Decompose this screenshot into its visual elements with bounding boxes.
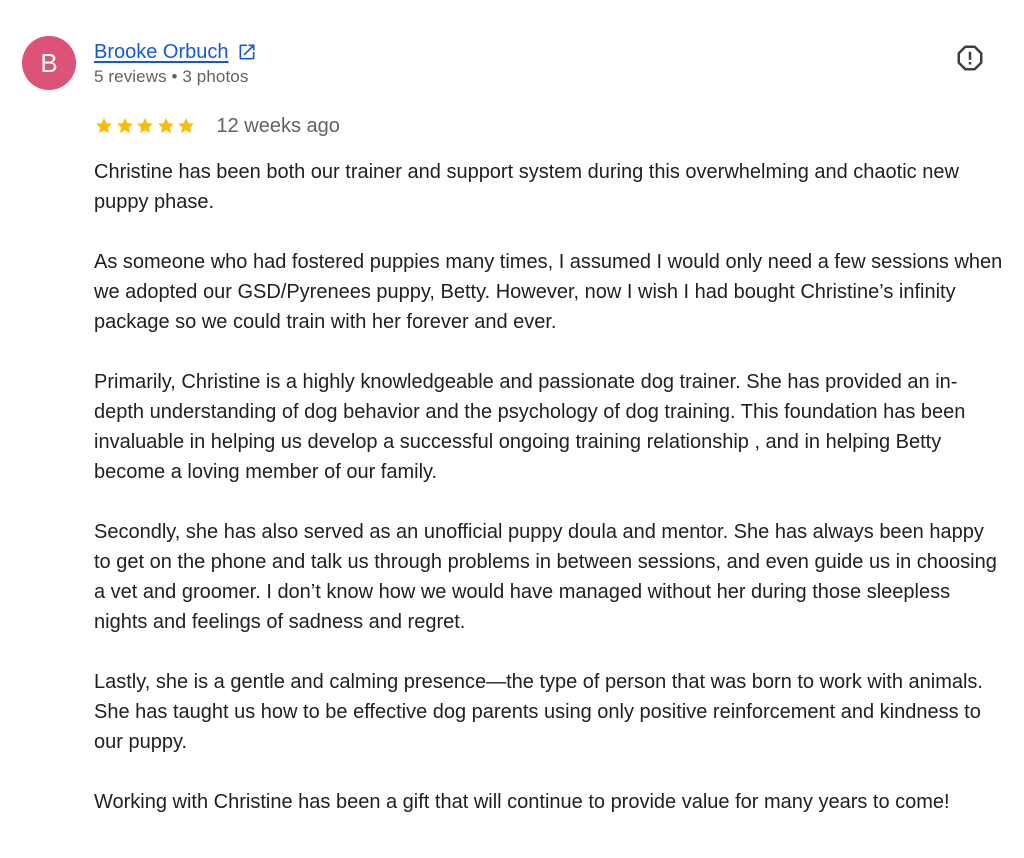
reviewer-avatar[interactable] [22,36,76,90]
review-time: 12 weeks ago [216,114,340,137]
review-header [94,38,257,87]
open-in-new-icon[interactable] [237,42,257,62]
report-review-button[interactable] [952,42,988,78]
review-paragraph: Working with Christine has been a gift that will continue to provide value for many years to come! [94,791,950,813]
review-paragraph: Primarily, Christine is a highly knowledgeable and passionate dog trainer. She has provided an in-depth understanding of dog behavior and the psychology of dog training. This foundation has been invaluable in helping us develop a successful ongoing training relationship , and in helping Betty become a loving member of our family. [94,371,966,483]
review-paragraph: As someone who had fostered puppies many times, I assumed I would only need a few sessions when we adopted our GSD/Pyrenees puppy, Betty. However, now I wish I had bought Christine’s infinity package so we could train with her forever and ever. [94,251,1003,333]
rating-row [94,112,340,140]
report-flag-icon [955,43,985,78]
review-paragraph: Secondly, she has also served as an unofficial puppy doula and mentor. She has always been happy to get on the phone and talk us through problems in between sessions, and even guide us in choosing a vet and groomer. I don’t know how we would have managed without her during those sleepless nights and feelings of sadness and regret. [94,521,997,633]
reviewer-name-link[interactable]: Brooke Orbuch [94,40,229,63]
star-icon [156,116,176,136]
review-paragraph: Lastly, she is a gentle and calming presence—the type of person that was born to work with animals. She has taught us how to be effective dog parents using only positive reinforcement and kindness to our puppy. [94,671,983,753]
reviewer-name-row [94,38,257,66]
reviewer-stats: 5 reviews • 3 photos [94,67,249,86]
avatar-initial: B [40,47,58,78]
star-icon [94,116,114,136]
review-paragraph: Christine has been both our trainer and support system during this overwhelming and chaotic new puppy phase. [94,161,959,213]
star-icon [135,116,155,136]
star-icon [115,116,135,136]
star-rating [94,116,197,136]
star-icon [176,116,196,136]
review-text [94,157,1006,847]
